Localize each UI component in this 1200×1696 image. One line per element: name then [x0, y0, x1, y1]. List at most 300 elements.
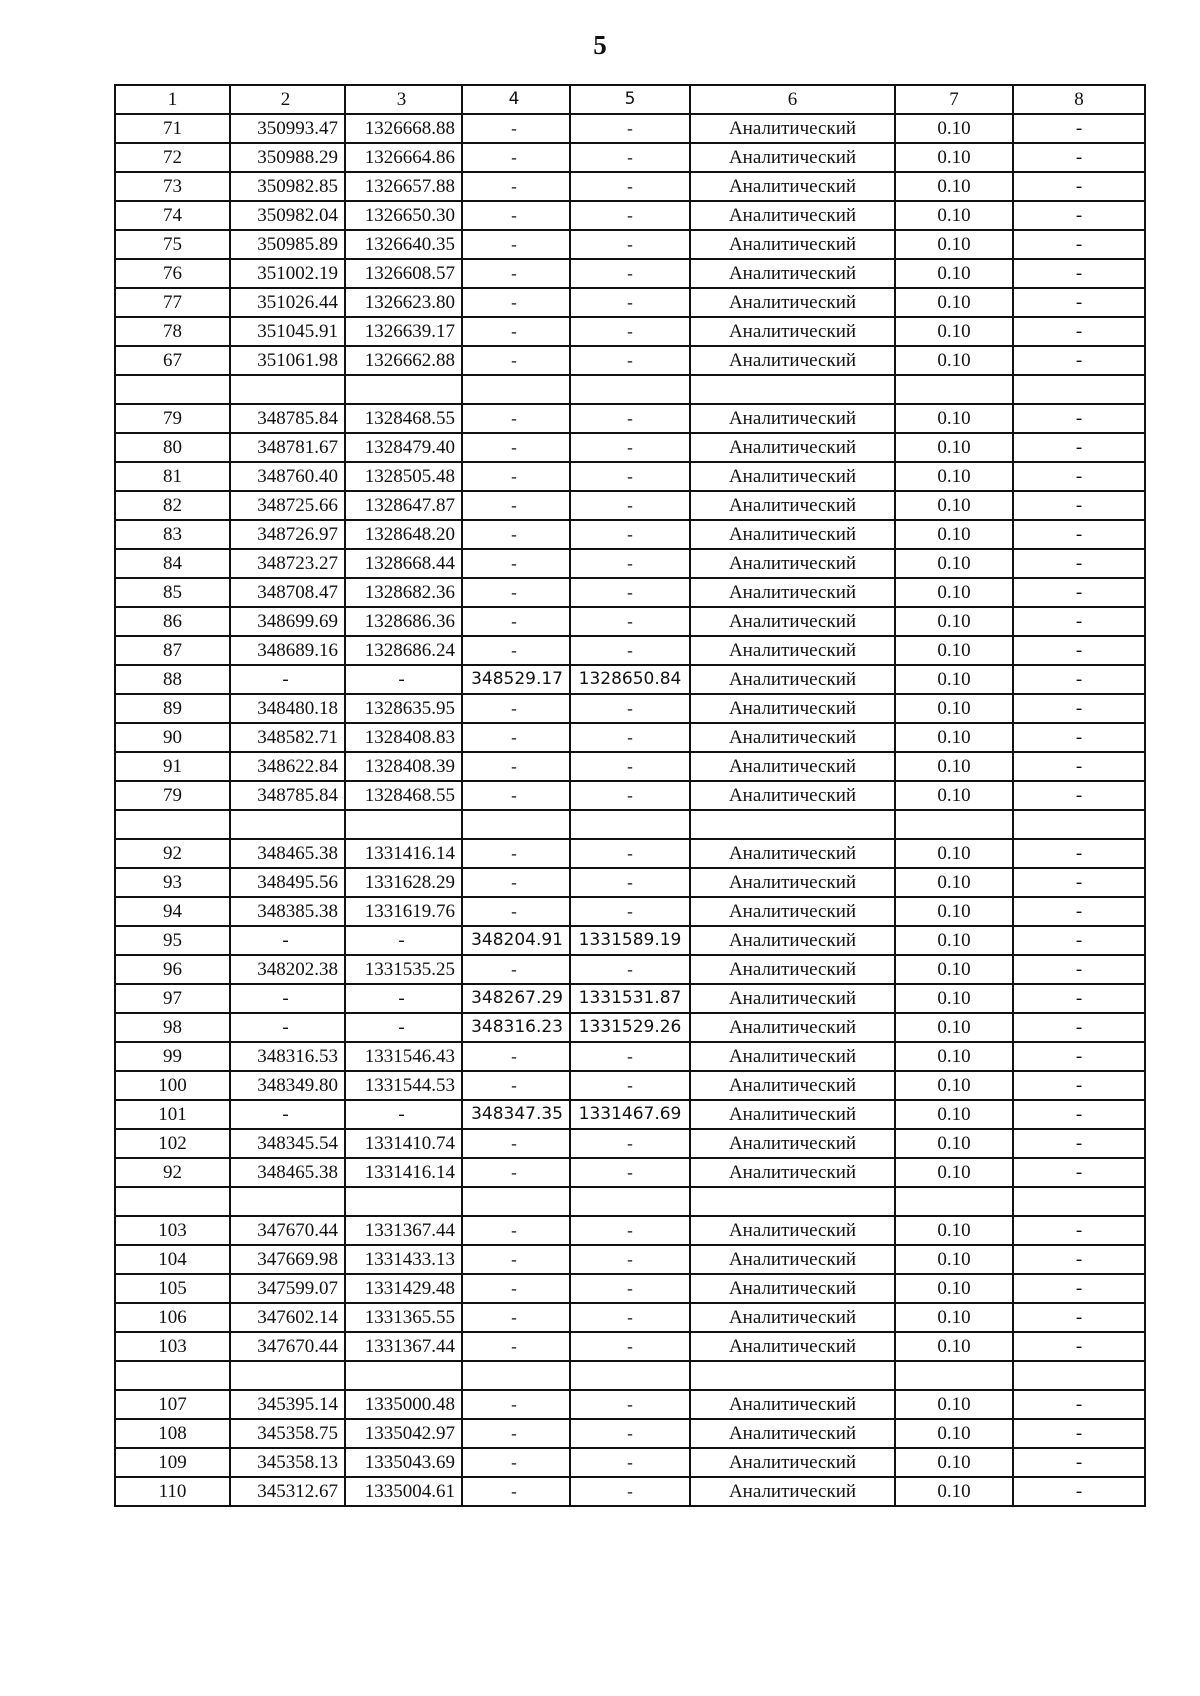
table-cell: - [1013, 955, 1145, 984]
table-row [115, 1448, 1145, 1477]
table-row [115, 433, 1145, 462]
table-cell [690, 375, 895, 404]
table-cell [1013, 375, 1145, 404]
table-cell: - [1013, 1042, 1145, 1071]
table-cell: 73 [115, 172, 230, 201]
table-cell: - [462, 520, 570, 549]
column-header: 2 [230, 85, 345, 114]
table-cell: - [462, 230, 570, 259]
table-cell: - [462, 491, 570, 520]
table-cell: - [1013, 462, 1145, 491]
table-cell: 0.10 [895, 1100, 1013, 1129]
table-cell: - [462, 1245, 570, 1274]
table-cell: - [462, 1303, 570, 1332]
table-cell [230, 1361, 345, 1390]
table-cell: Аналитический [690, 694, 895, 723]
table-cell: 91 [115, 752, 230, 781]
table-cell: 98 [115, 1013, 230, 1042]
table-cell: - [570, 1332, 690, 1361]
table-cell: Аналитический [690, 317, 895, 346]
table-cell: 0.10 [895, 1042, 1013, 1071]
table-cell: 87 [115, 636, 230, 665]
table-cell: 1331416.14 [345, 1158, 462, 1187]
table-cell: 1328668.44 [345, 549, 462, 578]
table-cell [570, 1187, 690, 1216]
table-cell: - [570, 346, 690, 375]
table-cell: 0.10 [895, 694, 1013, 723]
table-cell: 1328686.24 [345, 636, 462, 665]
table-row [115, 752, 1145, 781]
table-cell: - [462, 1216, 570, 1245]
table-cell [345, 375, 462, 404]
table-row [115, 404, 1145, 433]
table-cell: 347670.44 [230, 1332, 345, 1361]
table-cell: - [1013, 752, 1145, 781]
table-row [115, 1100, 1145, 1129]
table-cell: - [1013, 288, 1145, 317]
table-cell: 348347.35 [462, 1100, 570, 1129]
table-cell: - [570, 1274, 690, 1303]
table-cell: 81 [115, 462, 230, 491]
table-cell: - [345, 1100, 462, 1129]
table-cell: - [462, 404, 570, 433]
table-cell [1013, 810, 1145, 839]
table-cell: 348480.18 [230, 694, 345, 723]
table-cell: 80 [115, 433, 230, 462]
table-row [115, 723, 1145, 752]
table-cell: - [570, 1390, 690, 1419]
table-cell: - [462, 636, 570, 665]
table-cell: - [1013, 230, 1145, 259]
table-cell: - [1013, 984, 1145, 1013]
table-cell [895, 375, 1013, 404]
table-cell: 0.10 [895, 1216, 1013, 1245]
table-cell: - [570, 839, 690, 868]
table-cell: - [570, 1071, 690, 1100]
table-cell: - [570, 955, 690, 984]
table-cell: - [1013, 346, 1145, 375]
table-cell: Аналитический [690, 897, 895, 926]
table-cell: 0.10 [895, 955, 1013, 984]
table-cell: 1326662.88 [345, 346, 462, 375]
table-cell: Аналитический [690, 346, 895, 375]
table-cell: 348349.80 [230, 1071, 345, 1100]
table-cell: - [570, 462, 690, 491]
table-cell: Аналитический [690, 1274, 895, 1303]
table-cell: 1331410.74 [345, 1129, 462, 1158]
column-header: 5 [570, 85, 690, 114]
table-row [115, 201, 1145, 230]
table-row [115, 1013, 1145, 1042]
table-cell: Аналитический [690, 926, 895, 955]
table-cell: 1331529.26 [570, 1013, 690, 1042]
table-cell: 345358.13 [230, 1448, 345, 1477]
table-cell: 348781.67 [230, 433, 345, 462]
table-cell [345, 810, 462, 839]
table-cell: 1335042.97 [345, 1419, 462, 1448]
table-cell: 0.10 [895, 781, 1013, 810]
table-row [115, 549, 1145, 578]
table-cell: Аналитический [690, 1448, 895, 1477]
table-cell: Аналитический [690, 1477, 895, 1506]
table-cell: - [570, 172, 690, 201]
table-cell: Аналитический [690, 1216, 895, 1245]
table-cell: 82 [115, 491, 230, 520]
table-cell: 1331589.19 [570, 926, 690, 955]
table-cell: 107 [115, 1390, 230, 1419]
table-cell [690, 1361, 895, 1390]
table-cell: 99 [115, 1042, 230, 1071]
table-cell: - [462, 201, 570, 230]
table-cell: - [462, 172, 570, 201]
table-cell: 0.10 [895, 926, 1013, 955]
table-cell: - [1013, 114, 1145, 143]
table-cell: Аналитический [690, 1129, 895, 1158]
table-row [115, 665, 1145, 694]
table-cell: - [462, 1042, 570, 1071]
table-cell: 0.10 [895, 317, 1013, 346]
table-cell: 1326650.30 [345, 201, 462, 230]
table-cell: 106 [115, 1303, 230, 1332]
table-cell: 0.10 [895, 1303, 1013, 1332]
table-cell: 1326640.35 [345, 230, 462, 259]
table-cell: Аналитический [690, 1419, 895, 1448]
table-cell: - [462, 607, 570, 636]
table-cell: 92 [115, 1158, 230, 1187]
table-cell: 96 [115, 955, 230, 984]
table-cell: - [570, 1216, 690, 1245]
table-cell: 97 [115, 984, 230, 1013]
table-cell: - [462, 114, 570, 143]
table-cell: 0.10 [895, 1013, 1013, 1042]
table-cell: Аналитический [690, 984, 895, 1013]
table-cell: 0.10 [895, 868, 1013, 897]
table-cell: - [1013, 897, 1145, 926]
table-cell: 86 [115, 607, 230, 636]
table-cell: - [1013, 1013, 1145, 1042]
table-cell: - [570, 259, 690, 288]
table-cell: 348495.56 [230, 868, 345, 897]
table-cell: - [1013, 201, 1145, 230]
table-cell: - [1013, 1303, 1145, 1332]
table-cell: 88 [115, 665, 230, 694]
table-cell: 83 [115, 520, 230, 549]
table-cell: 348725.66 [230, 491, 345, 520]
table-cell: 0.10 [895, 1158, 1013, 1187]
table-cell [1013, 1187, 1145, 1216]
table-cell: - [1013, 1129, 1145, 1158]
table-cell: - [570, 288, 690, 317]
table-cell: 1328686.36 [345, 607, 462, 636]
table-cell: 0.10 [895, 897, 1013, 926]
table-cell: - [570, 491, 690, 520]
table-row [115, 926, 1145, 955]
table-cell [895, 1361, 1013, 1390]
table-cell: 0.10 [895, 288, 1013, 317]
table-row [115, 491, 1145, 520]
table-cell: 347602.14 [230, 1303, 345, 1332]
table-cell: 348689.16 [230, 636, 345, 665]
table-cell: Аналитический [690, 288, 895, 317]
table-cell: 78 [115, 317, 230, 346]
table-cell: - [462, 143, 570, 172]
table-cell: 0.10 [895, 752, 1013, 781]
table-cell: 0.10 [895, 665, 1013, 694]
table-row [115, 839, 1145, 868]
table-cell: 351026.44 [230, 288, 345, 317]
table-cell: - [462, 1419, 570, 1448]
table-cell: 1335043.69 [345, 1448, 462, 1477]
table-cell: Аналитический [690, 781, 895, 810]
table-cell [345, 1187, 462, 1216]
table-row [115, 1274, 1145, 1303]
table-row [115, 317, 1145, 346]
table-cell: 0.10 [895, 114, 1013, 143]
table-cell: - [1013, 317, 1145, 346]
table-cell: - [1013, 1477, 1145, 1506]
table-cell: 1326639.17 [345, 317, 462, 346]
table-cell: 0.10 [895, 143, 1013, 172]
table-cell: Аналитический [690, 955, 895, 984]
table-cell: - [570, 897, 690, 926]
table-cell: 1328408.83 [345, 723, 462, 752]
table-cell [895, 1187, 1013, 1216]
table-cell: 0.10 [895, 1390, 1013, 1419]
table-cell [462, 1187, 570, 1216]
table-cell: 1328650.84 [570, 665, 690, 694]
table-cell: 93 [115, 868, 230, 897]
table-cell: - [570, 1158, 690, 1187]
table-cell: 109 [115, 1448, 230, 1477]
table-cell: - [570, 201, 690, 230]
table-cell: 348622.84 [230, 752, 345, 781]
table-cell: - [462, 346, 570, 375]
table-cell: 79 [115, 781, 230, 810]
table-cell: 351061.98 [230, 346, 345, 375]
table-row [115, 694, 1145, 723]
table-cell: - [462, 781, 570, 810]
table-cell [570, 810, 690, 839]
table-row [115, 984, 1145, 1013]
table-cell: - [1013, 636, 1145, 665]
table-cell: Аналитический [690, 839, 895, 868]
table-cell [462, 1361, 570, 1390]
table-cell: 75 [115, 230, 230, 259]
table-cell: 0.10 [895, 1245, 1013, 1274]
table-cell: 1326608.57 [345, 259, 462, 288]
table-separator-row [115, 375, 1145, 404]
table-cell: Аналитический [690, 549, 895, 578]
table-row [115, 868, 1145, 897]
table-cell [345, 1361, 462, 1390]
table-cell [115, 1187, 230, 1216]
table-cell: 1331544.53 [345, 1071, 462, 1100]
table-cell: Аналитический [690, 1158, 895, 1187]
table-cell [690, 810, 895, 839]
table-row [115, 897, 1145, 926]
table-cell: Аналитический [690, 1071, 895, 1100]
table-cell: 1331433.13 [345, 1245, 462, 1274]
table-cell: 347599.07 [230, 1274, 345, 1303]
table-cell: 1331619.76 [345, 897, 462, 926]
table-cell: 1331546.43 [345, 1042, 462, 1071]
table-cell: - [1013, 1216, 1145, 1245]
table-cell: 1331429.48 [345, 1274, 462, 1303]
table-cell: 101 [115, 1100, 230, 1129]
table-cell: 0.10 [895, 636, 1013, 665]
table-row [115, 1332, 1145, 1361]
table-cell: 350982.04 [230, 201, 345, 230]
table-cell: 0.10 [895, 1071, 1013, 1100]
table-cell: 1328468.55 [345, 781, 462, 810]
table-row [115, 230, 1145, 259]
table-cell: - [345, 665, 462, 694]
table-cell: 1331535.25 [345, 955, 462, 984]
table-cell: - [570, 752, 690, 781]
table-cell: - [570, 1042, 690, 1071]
table-cell: 0.10 [895, 491, 1013, 520]
table-cell: - [570, 549, 690, 578]
table-cell: 0.10 [895, 1477, 1013, 1506]
table-cell: - [230, 984, 345, 1013]
table-cell: - [462, 1129, 570, 1158]
table-row [115, 1390, 1145, 1419]
table-cell: 348345.54 [230, 1129, 345, 1158]
table-header-row [115, 85, 1145, 114]
table-cell: 351002.19 [230, 259, 345, 288]
table-cell: Аналитический [690, 230, 895, 259]
table-body [115, 85, 1145, 1506]
table-cell: 0.10 [895, 1419, 1013, 1448]
table-row [115, 1477, 1145, 1506]
table-separator-row [115, 1187, 1145, 1216]
table-cell: 345395.14 [230, 1390, 345, 1419]
table-cell: 348385.38 [230, 897, 345, 926]
table-cell: 67 [115, 346, 230, 375]
table-cell: - [462, 1158, 570, 1187]
table-cell: Аналитический [690, 636, 895, 665]
table-cell: 0.10 [895, 259, 1013, 288]
table-cell: 1328505.48 [345, 462, 462, 491]
table-cell: 348723.27 [230, 549, 345, 578]
table-cell: 85 [115, 578, 230, 607]
table-cell: - [345, 984, 462, 1013]
table-cell: 72 [115, 143, 230, 172]
column-header: 6 [690, 85, 895, 114]
table-cell: Аналитический [690, 723, 895, 752]
table-cell: - [462, 752, 570, 781]
table-cell [230, 1187, 345, 1216]
table-cell: - [462, 1477, 570, 1506]
table-row [115, 1216, 1145, 1245]
table-cell: Аналитический [690, 752, 895, 781]
table-cell: 348708.47 [230, 578, 345, 607]
table-cell: 348582.71 [230, 723, 345, 752]
table-cell: 348529.17 [462, 665, 570, 694]
table-cell: - [1013, 1245, 1145, 1274]
table-cell: - [462, 462, 570, 491]
table-row [115, 114, 1145, 143]
table-row [115, 288, 1145, 317]
table-cell: - [1013, 1332, 1145, 1361]
table-cell: 108 [115, 1419, 230, 1448]
table-cell: Аналитический [690, 607, 895, 636]
table-row [115, 1129, 1145, 1158]
table-row [115, 143, 1145, 172]
table-cell: 1331367.44 [345, 1332, 462, 1361]
table-cell: 0.10 [895, 1274, 1013, 1303]
table-cell: - [462, 259, 570, 288]
table-cell: 347669.98 [230, 1245, 345, 1274]
table-cell: 348785.84 [230, 404, 345, 433]
table-cell [115, 375, 230, 404]
table-cell: 0.10 [895, 1332, 1013, 1361]
table-cell [230, 810, 345, 839]
table-row [115, 1158, 1145, 1187]
table-cell: 92 [115, 839, 230, 868]
table-cell: - [570, 230, 690, 259]
table-cell: - [230, 1100, 345, 1129]
table-cell: - [1013, 1158, 1145, 1187]
table-cell: 104 [115, 1245, 230, 1274]
table-cell: 0.10 [895, 462, 1013, 491]
table-cell: Аналитический [690, 578, 895, 607]
table-cell: 348726.97 [230, 520, 345, 549]
table-cell: 1328468.55 [345, 404, 462, 433]
table-cell: Аналитический [690, 259, 895, 288]
table-cell: 0.10 [895, 984, 1013, 1013]
table-cell: 1331467.69 [570, 1100, 690, 1129]
table-cell: - [570, 1419, 690, 1448]
table-cell: 74 [115, 201, 230, 230]
table-cell: 348760.40 [230, 462, 345, 491]
column-header: 7 [895, 85, 1013, 114]
table-cell: 1326657.88 [345, 172, 462, 201]
table-cell [230, 375, 345, 404]
table-cell: 1328648.20 [345, 520, 462, 549]
table-row [115, 346, 1145, 375]
table-cell: - [462, 868, 570, 897]
table-cell [462, 375, 570, 404]
table-row [115, 1042, 1145, 1071]
table-cell: - [1013, 665, 1145, 694]
table-cell: 0.10 [895, 172, 1013, 201]
table-cell: - [462, 317, 570, 346]
table-cell: 0.10 [895, 346, 1013, 375]
table-cell: - [345, 1013, 462, 1042]
coordinates-table [114, 84, 1146, 1507]
table-cell: 76 [115, 259, 230, 288]
table-cell: 1331416.14 [345, 839, 462, 868]
table-cell: 345312.67 [230, 1477, 345, 1506]
table-cell: - [462, 897, 570, 926]
table-row [115, 1071, 1145, 1100]
table-cell: - [462, 1448, 570, 1477]
table-cell [690, 1187, 895, 1216]
table-cell: - [462, 723, 570, 752]
table-cell: - [570, 1448, 690, 1477]
table-cell [570, 375, 690, 404]
table-cell: 105 [115, 1274, 230, 1303]
table-cell: 348316.23 [462, 1013, 570, 1042]
table-cell: Аналитический [690, 201, 895, 230]
table-cell: - [1013, 723, 1145, 752]
table-cell: - [570, 143, 690, 172]
table-cell: - [1013, 520, 1145, 549]
table-row [115, 955, 1145, 984]
table-cell: 1331531.87 [570, 984, 690, 1013]
table-cell: 1328635.95 [345, 694, 462, 723]
